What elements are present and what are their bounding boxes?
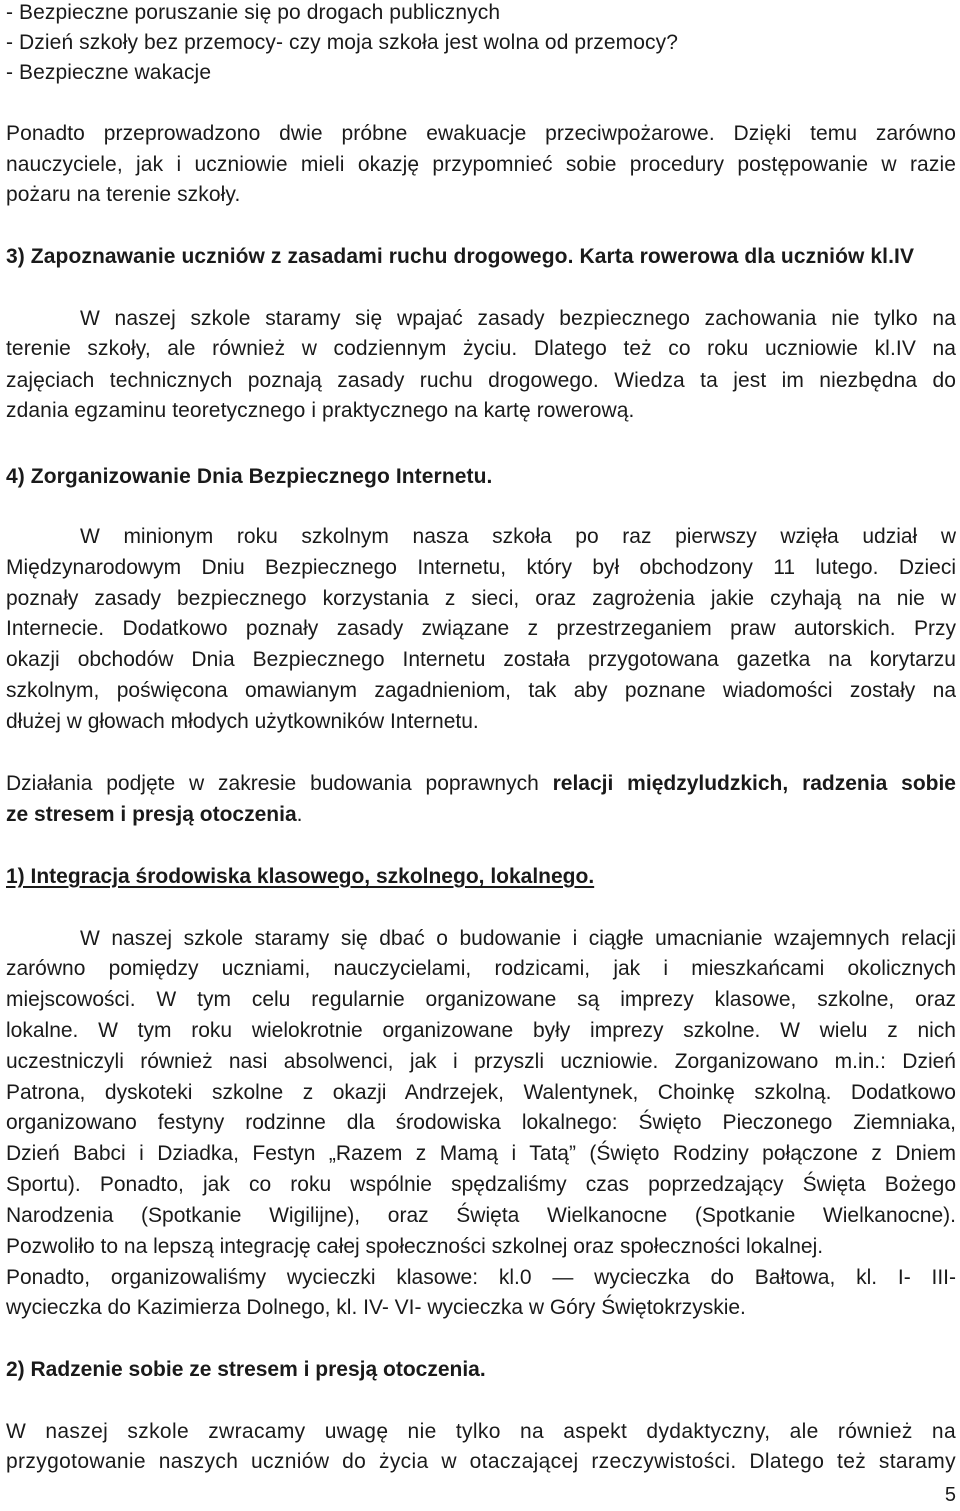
paragraph-line [6, 800, 956, 830]
plain-text: . [296, 803, 303, 826]
paragraph-line: Patrona, dyskoteki szkolne z okazji Andrzejek, Walentynek, Choinkę szkolną. Dodatkowo [6, 1081, 956, 1104]
paragraph-line: zarówno pomiędzy uczniami, nauczycielami, rodzicami, jak i mieszkańcami okolicznych [6, 957, 956, 980]
paragraph-line: zdania egzaminu teoretycznego i praktycznego na kartę rowerową. [6, 399, 635, 422]
bold-text: ze stresem i presją otoczenia [6, 803, 297, 826]
plain-text: Działania podjęte w zakresie budowania poprawnych [6, 772, 553, 795]
paragraph-line: Ponadto przeprowadzono dwie próbne ewakuacje przeciwpożarowe. Dzięki temu zarówno [6, 122, 956, 145]
paragraph-line: przygotowanie naszych uczniów do życia w otaczającej rzeczywistości. Dlatego też staramy [6, 1450, 956, 1473]
section-heading: 1) Integracja środowiska klasowego, szkolnego, lokalnego. [6, 865, 595, 888]
paragraph-line: poznały zasady bezpiecznego korzystania z sieci, oraz zagrożenia jakie czyhają na nie w [6, 587, 956, 610]
list-item: - Bezpieczne poruszanie się po drogach publicznych [6, 1, 501, 24]
page-number: 5 [944, 1484, 956, 1506]
paragraph-line: lokalne. W tym roku wielokrotnie organizowane były imprezy szkolne. W wielu z nich [6, 1019, 956, 1042]
paragraph-line: Pozwoliło to na lepszą integrację całej społeczności szkolnej oraz społeczności lokalnej. [6, 1235, 824, 1258]
paragraph-line: Międzynarodowym Dniu Bezpiecznego Internetu, który był obchodzony 11 lutego. Dzieci [6, 556, 956, 579]
paragraph-line: zajęciach technicznych poznają zasady ruchu drogowego. Wiedza ta jest im niezbędna do [6, 369, 956, 392]
paragraph-line: W naszej szkole staramy się wpajać zasady bezpiecznego zachowania nie tylko na [80, 307, 956, 330]
section-heading: 4) Zorganizowanie Dnia Bezpiecznego Internetu. [6, 465, 493, 488]
paragraph-line: pożaru na terenie szkoły. [6, 183, 241, 206]
paragraph-line: miejscowości. W tym celu regularnie organizowane są imprezy klasowe, szkolne, oraz [6, 988, 956, 1011]
paragraph-line: W minionym roku szkolnym nasza szkoła po raz pierwszy wzięła udział w [80, 525, 956, 548]
paragraph-line: dłużej w głowach młodych użytkowników Internetu. [6, 710, 479, 733]
paragraph-line: wycieczka do Kazimierza Dolnego, kl. IV- VI- wycieczka w Góry Świętokrzyskie. [6, 1296, 746, 1319]
paragraph-line: okazji obchodów Dnia Bezpiecznego Internetu została przygotowana gazetka na korytarzu [6, 648, 956, 671]
paragraph-line: W naszej szkole staramy się dbać o budowanie i ciągłe umacnianie wzajemnych relacji [80, 927, 956, 950]
section-heading: 2) Radzenie sobie ze stresem i presją otoczenia. [6, 1358, 486, 1381]
paragraph-line [6, 769, 956, 799]
list-item: - Bezpieczne wakacje [6, 61, 212, 84]
paragraph-line: szkolnym, poświęcona omawianym zagadnieniom, tak aby poznane wiadomości zostały na [6, 679, 956, 702]
section-heading: 3) Zapoznawanie uczniów z zasadami ruchu drogowego. Karta rowerowa dla uczniów kl.IV [6, 245, 915, 268]
list-item: - Dzień szkoły bez przemocy- czy moja szkoła jest wolna od przemocy? [6, 31, 679, 54]
paragraph-line: W naszej szkole zwracamy uwagę nie tylko na aspekt dydaktyczny, ale również na [6, 1420, 956, 1443]
paragraph-line: terenie szkoły, ale również w codziennym życiu. Dlatego też co roku uczniowie kl.IV na [6, 337, 956, 360]
paragraph-line: Internecie. Dodatkowo poznały zasady związane z przestrzeganiem praw autorskich. Przy [6, 617, 956, 640]
paragraph-line: Dzień Babci i Dziadka, Festyn „Razem z Mamą i Tatą” (Święto Rodziny połączone z Dniem [6, 1142, 956, 1165]
paragraph-line: nauczyciele, jak i uczniowie mieli okazję przypomnieć sobie procedury postępowanie w razie [6, 153, 956, 176]
paragraph-line: Ponadto, organizowaliśmy wycieczki klasowe: kl.0 — wycieczka do Bałtowa, kl. I- III- [6, 1266, 956, 1289]
paragraph-line: Narodzenia (Spotkanie Wigilijne), oraz Święta Wielkanocne (Spotkanie Wielkanocne). [6, 1204, 956, 1227]
paragraph-line: uczestniczyli również nasi absolwenci, jak i przyszli uczniowie. Zorganizowano m.in.: Dzień [6, 1050, 956, 1073]
paragraph-line: Sportu). Ponadto, jak co roku wspólnie spędzaliśmy czas poprzedzający Święta Bożego [6, 1173, 956, 1196]
paragraph-line: organizowano festyny rodzinne dla środowiska lokalnego: Święto Pieczonego Ziemniaka, [6, 1111, 956, 1134]
bold-text: relacji międzyludzkich, radzenia sobie [552, 772, 956, 795]
